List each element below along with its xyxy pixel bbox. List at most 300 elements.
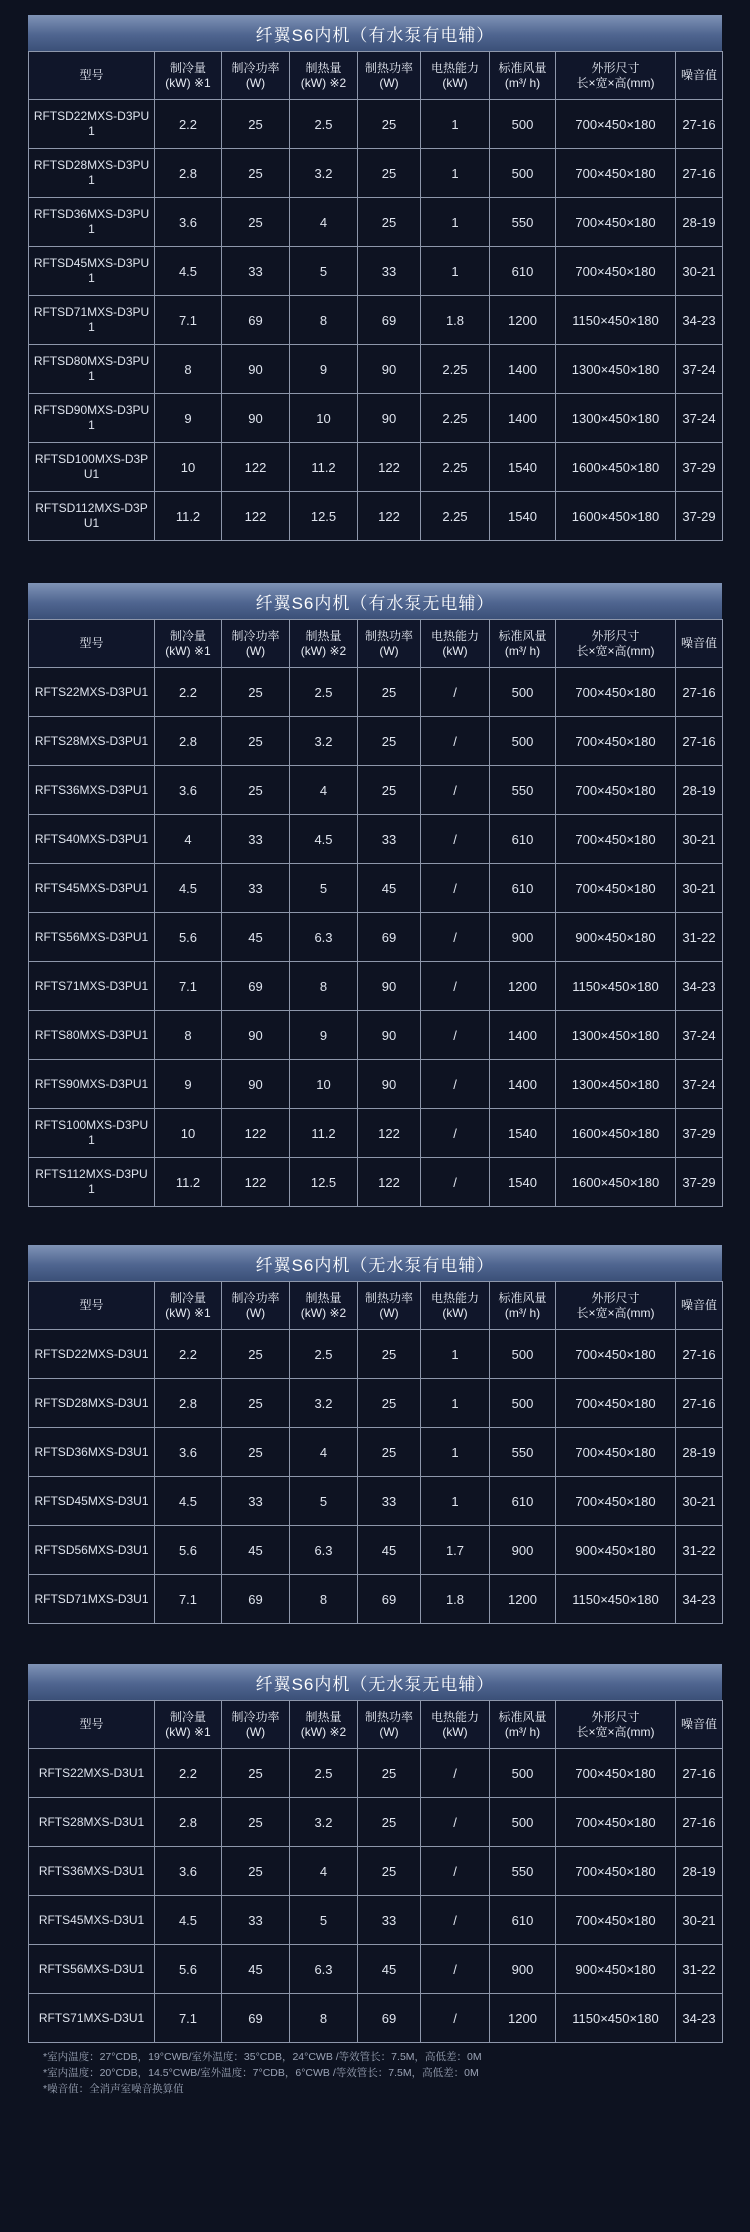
cell-model: RFTSD22MXS-D3PU1 [29,100,155,149]
cell-airflow: 550 [490,198,556,247]
cell-cooling-power: 90 [222,1011,290,1060]
cell-dimensions: 700×450×180 [556,1477,676,1526]
cell-dimensions: 1600×450×180 [556,1109,676,1158]
header-electric-heating: 电热能力 (kW) [421,620,490,668]
cell-cooling-power: 33 [222,815,290,864]
header-cooling-power: 制冷功率 (W) [222,52,290,100]
cell-cooling-power: 69 [222,1994,290,2043]
cell-noise: 30-21 [676,1477,723,1526]
cell-model: RFTS40MXS-D3PU1 [29,815,155,864]
cell-cooling-power: 25 [222,668,290,717]
cell-noise: 31-22 [676,1945,723,1994]
cell-heating-capacity: 3.2 [290,1798,358,1847]
cell-heating-power: 25 [358,717,421,766]
cell-dimensions: 900×450×180 [556,913,676,962]
cell-cooling-capacity: 4 [155,815,222,864]
cell-electric-heating: 1 [421,247,490,296]
cell-dimensions: 700×450×180 [556,1749,676,1798]
cell-heating-power: 25 [358,1379,421,1428]
cell-noise: 27-16 [676,1379,723,1428]
cell-electric-heating: / [421,1798,490,1847]
table-row [29,149,723,198]
footnote-heating-conditions: *室内温度：20°CDB，14.5°CWB/室外温度：7°CDB，6°CWB /等效管长：7.5M，高低差：0M [43,2067,479,2079]
cell-dimensions: 1300×450×180 [556,1060,676,1109]
cell-electric-heating: / [421,717,490,766]
section-title: 纤翼S6内机（无水泵无电辅） [28,1664,722,1700]
cell-cooling-capacity: 3.6 [155,766,222,815]
cell-airflow: 1200 [490,1994,556,2043]
table-row [29,100,723,149]
cell-dimensions: 700×450×180 [556,100,676,149]
cell-cooling-capacity: 3.6 [155,1847,222,1896]
cell-dimensions: 700×450×180 [556,1896,676,1945]
cell-cooling-power: 33 [222,1896,290,1945]
cell-cooling-power: 45 [222,913,290,962]
cell-noise: 34-23 [676,1575,723,1624]
cell-dimensions: 1150×450×180 [556,296,676,345]
cell-cooling-capacity: 2.8 [155,717,222,766]
cell-heating-power: 45 [358,1945,421,1994]
cell-cooling-capacity: 8 [155,1011,222,1060]
table-row [29,962,723,1011]
cell-electric-heating: / [421,668,490,717]
cell-model: RFTSD36MXS-D3PU1 [29,198,155,247]
cell-dimensions: 1600×450×180 [556,443,676,492]
cell-heating-capacity: 8 [290,1575,358,1624]
cell-model: RFTS22MXS-D3U1 [29,1749,155,1798]
cell-noise: 28-19 [676,1847,723,1896]
cell-cooling-capacity: 10 [155,1109,222,1158]
cell-noise: 37-29 [676,443,723,492]
cell-model: RFTS56MXS-D3PU1 [29,913,155,962]
header-heating-capacity: 制热量 (kW) ※2 [290,1701,358,1749]
cell-model: RFTS45MXS-D3U1 [29,1896,155,1945]
table-row [29,247,723,296]
cell-airflow: 1400 [490,345,556,394]
header-electric-heating: 电热能力 (kW) [421,1701,490,1749]
cell-electric-heating: 1 [421,1477,490,1526]
cell-cooling-power: 25 [222,1379,290,1428]
cell-heating-capacity: 10 [290,1060,358,1109]
cell-heating-power: 33 [358,247,421,296]
cell-noise: 27-16 [676,1749,723,1798]
cell-airflow: 1540 [490,443,556,492]
cell-heating-capacity: 5 [290,247,358,296]
cell-electric-heating: 1.7 [421,1526,490,1575]
cell-airflow: 1200 [490,296,556,345]
cell-dimensions: 700×450×180 [556,766,676,815]
cell-cooling-power: 90 [222,1060,290,1109]
cell-dimensions: 700×450×180 [556,1798,676,1847]
section-title: 纤翼S6内机（有水泵无电辅） [28,583,722,619]
table-row [29,198,723,247]
cell-electric-heating: 1 [421,1428,490,1477]
cell-noise: 30-21 [676,815,723,864]
table-row [29,864,723,913]
cell-heating-power: 25 [358,1798,421,1847]
table-row [29,1749,723,1798]
cell-cooling-power: 33 [222,864,290,913]
cell-heating-capacity: 4 [290,1847,358,1896]
cell-heating-power: 90 [358,1060,421,1109]
cell-heating-capacity: 8 [290,962,358,1011]
cell-cooling-capacity: 2.2 [155,100,222,149]
cell-heating-capacity: 5 [290,1896,358,1945]
cell-model: RFTSD36MXS-D3U1 [29,1428,155,1477]
cell-airflow: 1400 [490,394,556,443]
header-cooling-capacity: 制冷量 (kW) ※1 [155,620,222,668]
cell-heating-capacity: 6.3 [290,913,358,962]
cell-heating-capacity: 4 [290,1428,358,1477]
spec-table-section [28,1245,722,1624]
cell-model: RFTSD80MXS-D3PU1 [29,345,155,394]
cell-heating-power: 69 [358,1575,421,1624]
cell-airflow: 500 [490,668,556,717]
cell-electric-heating: 1 [421,1379,490,1428]
cell-dimensions: 1300×450×180 [556,1011,676,1060]
cell-airflow: 500 [490,1749,556,1798]
cell-model: RFTS56MXS-D3U1 [29,1945,155,1994]
cell-heating-power: 69 [358,913,421,962]
cell-cooling-capacity: 2.8 [155,1798,222,1847]
table-header-row [29,620,723,668]
cell-dimensions: 700×450×180 [556,1428,676,1477]
header-model: 型号 [29,1701,155,1749]
table-header-row [29,1282,723,1330]
cell-dimensions: 1150×450×180 [556,962,676,1011]
cell-dimensions: 1150×450×180 [556,1575,676,1624]
cell-cooling-capacity: 5.6 [155,913,222,962]
cell-model: RFTS90MXS-D3PU1 [29,1060,155,1109]
cell-dimensions: 1600×450×180 [556,492,676,541]
cell-electric-heating: 1 [421,149,490,198]
cell-electric-heating: 2.25 [421,492,490,541]
cell-cooling-power: 25 [222,717,290,766]
spec-table [28,1281,723,1624]
cell-noise: 34-23 [676,296,723,345]
cell-heating-power: 25 [358,149,421,198]
cell-dimensions: 700×450×180 [556,198,676,247]
cell-heating-power: 25 [358,1330,421,1379]
cell-noise: 37-24 [676,345,723,394]
cell-noise: 30-21 [676,1896,723,1945]
cell-cooling-power: 122 [222,492,290,541]
cell-noise: 28-19 [676,766,723,815]
header-airflow: 标准风量 (m³/ h) [490,52,556,100]
cell-heating-power: 122 [358,492,421,541]
cell-noise: 34-23 [676,1994,723,2043]
cell-heating-power: 122 [358,443,421,492]
cell-electric-heating: 1 [421,1330,490,1379]
header-noise: 噪音值 [676,620,723,668]
cell-model: RFTSD56MXS-D3U1 [29,1526,155,1575]
cell-model: RFTSD90MXS-D3PU1 [29,394,155,443]
header-heating-power: 制热功率 (W) [358,1282,421,1330]
cell-dimensions: 1150×450×180 [556,1994,676,2043]
cell-noise: 31-22 [676,913,723,962]
cell-airflow: 1540 [490,492,556,541]
header-cooling-capacity: 制冷量 (kW) ※1 [155,1282,222,1330]
cell-heating-capacity: 2.5 [290,100,358,149]
cell-airflow: 1200 [490,1575,556,1624]
cell-heating-power: 90 [358,394,421,443]
table-row [29,1379,723,1428]
cell-airflow: 900 [490,1945,556,1994]
cell-cooling-power: 25 [222,1330,290,1379]
cell-cooling-capacity: 7.1 [155,962,222,1011]
cell-heating-power: 45 [358,864,421,913]
cell-cooling-capacity: 8 [155,345,222,394]
header-electric-heating: 电热能力 (kW) [421,52,490,100]
header-noise: 噪音值 [676,52,723,100]
cell-heating-capacity: 6.3 [290,1945,358,1994]
cell-cooling-power: 45 [222,1526,290,1575]
cell-heating-capacity: 8 [290,296,358,345]
cell-noise: 31-22 [676,1526,723,1575]
cell-heating-power: 122 [358,1158,421,1207]
table-row [29,492,723,541]
header-model: 型号 [29,1282,155,1330]
cell-airflow: 610 [490,815,556,864]
header-heating-power: 制热功率 (W) [358,1701,421,1749]
header-model: 型号 [29,52,155,100]
header-heating-capacity: 制热量 (kW) ※2 [290,620,358,668]
cell-cooling-capacity: 2.2 [155,1749,222,1798]
cell-model: RFTS36MXS-D3U1 [29,1847,155,1896]
table-row [29,1994,723,2043]
cell-cooling-capacity: 2.8 [155,149,222,198]
cell-noise: 27-16 [676,717,723,766]
table-row [29,1945,723,1994]
table-row [29,345,723,394]
table-row [29,1798,723,1847]
table-row [29,1011,723,1060]
table-row [29,1158,723,1207]
cell-cooling-power: 33 [222,1477,290,1526]
cell-heating-capacity: 11.2 [290,1109,358,1158]
cell-heating-capacity: 3.2 [290,149,358,198]
spec-table [28,619,723,1207]
cell-dimensions: 900×450×180 [556,1945,676,1994]
cell-cooling-power: 25 [222,1798,290,1847]
cell-electric-heating: / [421,962,490,1011]
cell-airflow: 550 [490,766,556,815]
cell-cooling-power: 25 [222,1847,290,1896]
header-heating-capacity: 制热量 (kW) ※2 [290,1282,358,1330]
table-row [29,668,723,717]
cell-cooling-power: 69 [222,1575,290,1624]
cell-dimensions: 1300×450×180 [556,345,676,394]
cell-heating-power: 25 [358,100,421,149]
cell-model: RFTSD28MXS-D3PU1 [29,149,155,198]
cell-dimensions: 1300×450×180 [556,394,676,443]
cell-model: RFTS100MXS-D3PU1 [29,1109,155,1158]
cell-airflow: 900 [490,913,556,962]
cell-heating-power: 33 [358,1477,421,1526]
cell-cooling-power: 90 [222,345,290,394]
cell-cooling-capacity: 4.5 [155,1896,222,1945]
cell-cooling-power: 122 [222,1158,290,1207]
cell-electric-heating: / [421,766,490,815]
cell-airflow: 500 [490,717,556,766]
cell-heating-power: 25 [358,198,421,247]
cell-noise: 37-24 [676,1060,723,1109]
cell-airflow: 610 [490,1896,556,1945]
cell-heating-capacity: 5 [290,864,358,913]
cell-cooling-power: 25 [222,149,290,198]
cell-model: RFTS71MXS-D3U1 [29,1994,155,2043]
cell-airflow: 500 [490,1330,556,1379]
cell-electric-heating: / [421,1945,490,1994]
header-cooling-power: 制冷功率 (W) [222,620,290,668]
cell-noise: 28-19 [676,198,723,247]
cell-noise: 37-29 [676,1158,723,1207]
cell-airflow: 500 [490,1379,556,1428]
cell-heating-capacity: 5 [290,1477,358,1526]
cell-heating-power: 25 [358,1428,421,1477]
header-cooling-capacity: 制冷量 (kW) ※1 [155,52,222,100]
cell-model: RFTSD100MXS-D3PU1 [29,443,155,492]
table-row [29,1526,723,1575]
cell-cooling-power: 25 [222,1749,290,1798]
cell-airflow: 550 [490,1847,556,1896]
cell-model: RFTS71MXS-D3PU1 [29,962,155,1011]
cell-heating-power: 33 [358,815,421,864]
header-dimensions: 外形尺寸 长×宽×高(mm) [556,620,676,668]
section-title: 纤翼S6内机（无水泵有电辅） [28,1245,722,1281]
cell-electric-heating: 2.25 [421,345,490,394]
header-noise: 噪音值 [676,1701,723,1749]
cell-electric-heating: / [421,864,490,913]
cell-noise: 34-23 [676,962,723,1011]
cell-model: RFTS28MXS-D3PU1 [29,717,155,766]
table-row [29,1330,723,1379]
table-header-row [29,1701,723,1749]
cell-airflow: 500 [490,149,556,198]
cell-dimensions: 700×450×180 [556,668,676,717]
cell-electric-heating: 2.25 [421,443,490,492]
cell-heating-power: 25 [358,1847,421,1896]
header-cooling-capacity: 制冷量 (kW) ※1 [155,1701,222,1749]
cell-airflow: 550 [490,1428,556,1477]
cell-cooling-power: 90 [222,394,290,443]
cell-heating-capacity: 11.2 [290,443,358,492]
spec-table-section [28,1664,722,2043]
cell-cooling-capacity: 7.1 [155,1575,222,1624]
cell-heating-capacity: 3.2 [290,1379,358,1428]
cell-heating-capacity: 4.5 [290,815,358,864]
cell-model: RFTS28MXS-D3U1 [29,1798,155,1847]
cell-cooling-power: 25 [222,1428,290,1477]
cell-cooling-capacity: 2.2 [155,668,222,717]
table-row [29,1109,723,1158]
spec-table [28,51,723,541]
cell-heating-capacity: 12.5 [290,492,358,541]
cell-electric-heating: / [421,1158,490,1207]
cell-electric-heating: / [421,1994,490,2043]
cell-airflow: 1540 [490,1109,556,1158]
header-dimensions: 外形尺寸 长×宽×高(mm) [556,52,676,100]
cell-cooling-capacity: 11.2 [155,1158,222,1207]
cell-heating-power: 90 [358,962,421,1011]
cell-cooling-capacity: 2.8 [155,1379,222,1428]
header-model: 型号 [29,620,155,668]
cell-noise: 30-21 [676,864,723,913]
cell-heating-power: 45 [358,1526,421,1575]
cell-airflow: 610 [490,864,556,913]
cell-cooling-capacity: 9 [155,1060,222,1109]
table-row [29,1060,723,1109]
cell-noise: 27-16 [676,1330,723,1379]
cell-heating-capacity: 2.5 [290,668,358,717]
spec-table-section [28,583,722,1207]
cell-electric-heating: / [421,815,490,864]
header-airflow: 标准风量 (m³/ h) [490,1701,556,1749]
cell-cooling-capacity: 5.6 [155,1526,222,1575]
cell-model: RFTSD112MXS-D3PU1 [29,492,155,541]
cell-electric-heating: / [421,1060,490,1109]
cell-electric-heating: / [421,913,490,962]
cell-cooling-capacity: 7.1 [155,1994,222,2043]
cell-dimensions: 700×450×180 [556,815,676,864]
cell-cooling-capacity: 4.5 [155,247,222,296]
cell-noise: 27-16 [676,1798,723,1847]
footnote-noise: *噪音值：全消声室噪音换算值 [43,2083,184,2095]
cell-electric-heating: 2.25 [421,394,490,443]
cell-electric-heating: / [421,1749,490,1798]
header-airflow: 标准风量 (m³/ h) [490,1282,556,1330]
cell-cooling-capacity: 2.2 [155,1330,222,1379]
cell-cooling-power: 45 [222,1945,290,1994]
cell-noise: 27-16 [676,100,723,149]
header-cooling-power: 制冷功率 (W) [222,1701,290,1749]
table-row [29,717,723,766]
header-airflow: 标准风量 (m³/ h) [490,620,556,668]
cell-model: RFTS22MXS-D3PU1 [29,668,155,717]
cell-cooling-capacity: 3.6 [155,198,222,247]
cell-noise: 28-19 [676,1428,723,1477]
cell-heating-capacity: 12.5 [290,1158,358,1207]
cell-cooling-power: 122 [222,443,290,492]
table-row [29,1896,723,1945]
cell-cooling-capacity: 10 [155,443,222,492]
cell-model: RFTSD22MXS-D3U1 [29,1330,155,1379]
table-row [29,815,723,864]
table-row [29,766,723,815]
cell-airflow: 1540 [490,1158,556,1207]
table-row [29,443,723,492]
cell-heating-capacity: 4 [290,198,358,247]
section-title: 纤翼S6内机（有水泵有电辅） [28,15,722,51]
table-row [29,913,723,962]
header-heating-power: 制热功率 (W) [358,620,421,668]
cell-airflow: 1400 [490,1060,556,1109]
cell-model: RFTS36MXS-D3PU1 [29,766,155,815]
cell-electric-heating: 1.8 [421,1575,490,1624]
cell-heating-capacity: 2.5 [290,1749,358,1798]
cell-electric-heating: / [421,1896,490,1945]
cell-dimensions: 700×450×180 [556,864,676,913]
cell-heating-capacity: 6.3 [290,1526,358,1575]
header-dimensions: 外形尺寸 长×宽×高(mm) [556,1282,676,1330]
cell-dimensions: 700×450×180 [556,1847,676,1896]
cell-heating-capacity: 9 [290,1011,358,1060]
cell-heating-power: 90 [358,1011,421,1060]
header-dimensions: 外形尺寸 长×宽×高(mm) [556,1701,676,1749]
cell-model: RFTSD71MXS-D3PU1 [29,296,155,345]
cell-electric-heating: / [421,1847,490,1896]
cell-cooling-capacity: 4.5 [155,1477,222,1526]
